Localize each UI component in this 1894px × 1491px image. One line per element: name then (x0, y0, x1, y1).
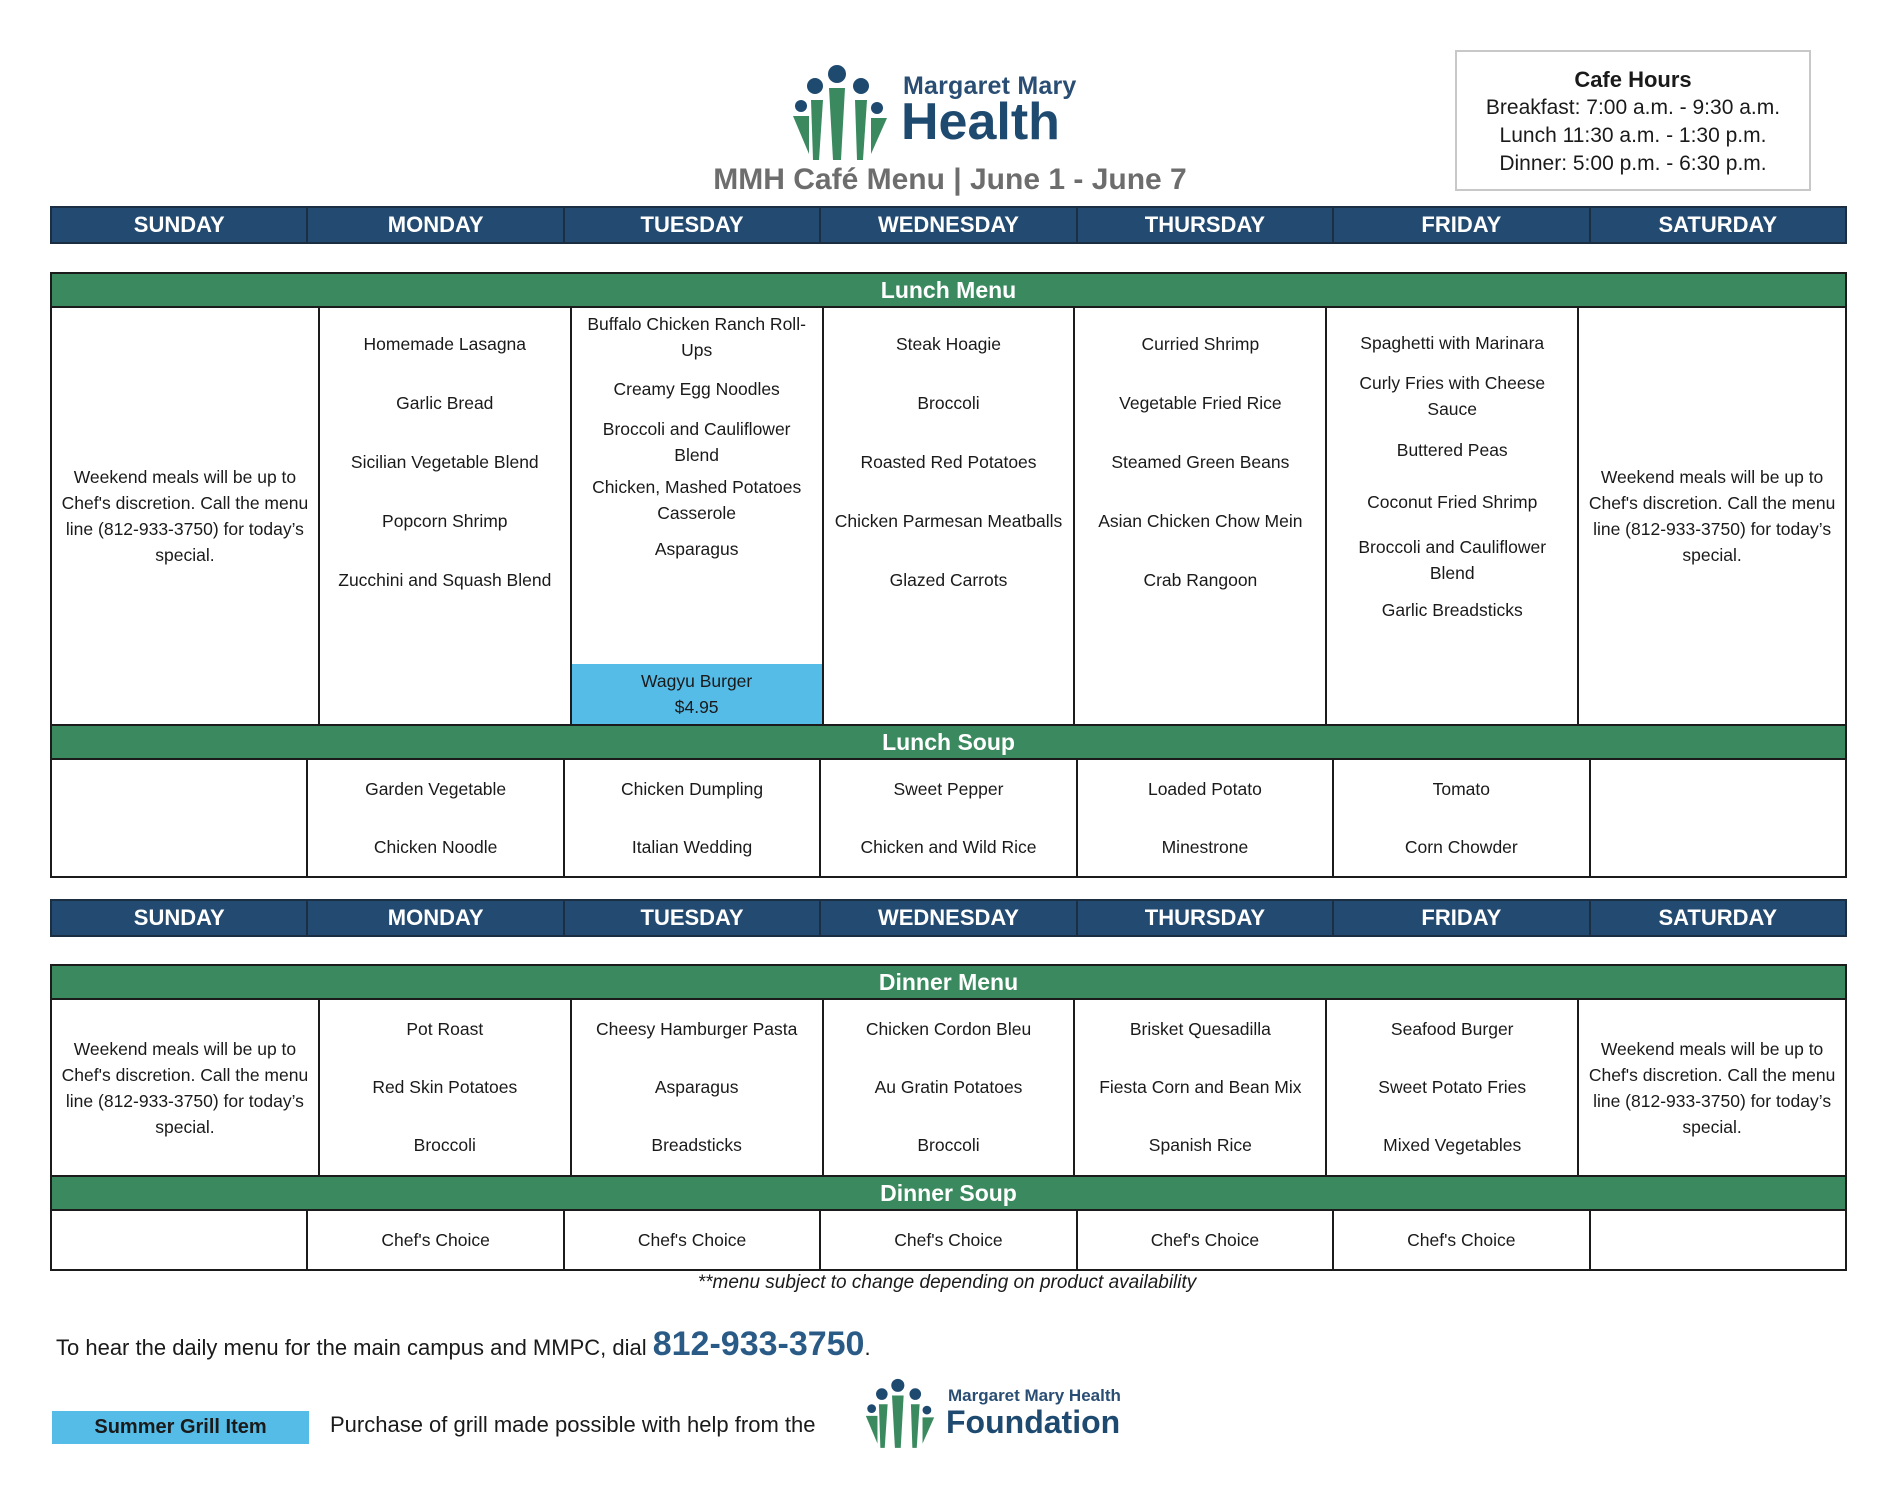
lunch-day-header (50, 206, 1847, 244)
menu-item: Spaghetti with Marinara (1360, 333, 1545, 353)
brand-main-text: Health (901, 93, 1060, 151)
menu-item: Coconut Fried Shrimp (1367, 492, 1538, 512)
phone-number: 812-933-3750 (652, 1325, 865, 1363)
menu-item: Breadsticks (651, 1135, 742, 1155)
dinner-soup-monday-cell (308, 1211, 564, 1269)
dinner-wednesday-cell (824, 1000, 1076, 1175)
lunch-saturday-cell (1579, 308, 1845, 724)
day-tuesday: TUESDAY (565, 901, 821, 935)
dinner-sunday-cell (52, 1000, 320, 1175)
lunch-wednesday-cell (824, 308, 1076, 724)
dial-end: . (864, 1335, 871, 1360)
dinner-soup-friday-cell (1334, 1211, 1590, 1269)
dinner-saturday-cell (1579, 1000, 1845, 1175)
grill-item-name: Wagyu Burger (641, 671, 753, 691)
dinner-menu-heading: Dinner Menu (52, 966, 1845, 1000)
menu-item: Steamed Green Beans (1111, 451, 1290, 472)
soup-item: Chicken and Wild Rice (860, 837, 1037, 857)
dinner-soup-wednesday-cell (821, 1211, 1077, 1269)
lunch-soup-monday-cell (308, 760, 564, 876)
day-sunday: SUNDAY (52, 901, 308, 935)
soup-item: Loaded Potato (1147, 779, 1262, 799)
cafe-hours-title: Cafe Hours (1574, 67, 1692, 92)
dinner-soup-heading: Dinner Soup (52, 1175, 1845, 1211)
soup-item: Garden Vegetable (365, 779, 507, 799)
lunch-soup-friday-cell (1334, 760, 1590, 876)
menu-item: Asparagus (654, 539, 739, 559)
menu-item: Broccoli (917, 1135, 980, 1155)
weekend-note: Weekend meals will be up to Chef's discretion. Call the menu line (812-933-3750) for today’s special. (61, 467, 309, 565)
menu-item: Curried Shrimp (1141, 333, 1260, 354)
menu-item: Vegetable Fried Rice (1119, 392, 1282, 413)
day-thursday: THURSDAY (1078, 901, 1334, 935)
day-thursday: THURSDAY (1078, 208, 1334, 242)
cafe-hours-box (1455, 50, 1811, 191)
disclaimer: **menu subject to change depending on product availability (697, 1272, 1197, 1293)
menu-item: Broccoli (917, 392, 980, 413)
lunch-soup-wednesday-cell (821, 760, 1077, 876)
soup-item: Minestrone (1161, 837, 1249, 857)
menu-item: Cheesy Hamburger Pasta (595, 1019, 798, 1039)
lunch-soup-saturday-cell (1591, 760, 1845, 876)
menu-item: Red Skin Potatoes (372, 1077, 518, 1097)
menu-item: Sweet Potato Fries (1378, 1077, 1527, 1097)
lunch-soup-heading: Lunch Soup (52, 724, 1845, 760)
menu-item: Curly Fries with Cheese Sauce (1359, 373, 1546, 419)
people-logo-icon (785, 64, 895, 160)
weekend-note: Weekend meals will be up to Chef's discretion. Call the menu line (812-933-3750) for today’s special. (61, 1038, 309, 1137)
menu-item: Roasted Red Potatoes (860, 451, 1037, 472)
soup-item: Chef's Choice (894, 1230, 1003, 1250)
dinner-soup-thursday-cell (1078, 1211, 1334, 1269)
lunch-hours: Lunch 11:30 a.m. - 1:30 p.m. (1499, 124, 1767, 147)
day-friday: FRIDAY (1334, 208, 1590, 242)
soup-item: Chef's Choice (1150, 1230, 1260, 1250)
soup-item: Chicken Dumpling (621, 779, 764, 799)
lunch-monday-cell (320, 308, 572, 724)
dinner-day-header (50, 899, 1847, 937)
menu-item: Broccoli and Cauliflower Blend (602, 419, 791, 465)
menu-item: Glazed Carrots (889, 569, 1008, 590)
menu-item: Au Gratin Potatoes (874, 1077, 1023, 1097)
menu-item: Chicken Parmesan Meatballs (834, 510, 1063, 531)
people-logo-icon (860, 1378, 940, 1448)
dial-text: To hear the daily menu for the main campus and MMPC, dial (56, 1335, 653, 1360)
page-title: MMH Café Menu | June 1 - June 7 (713, 163, 1187, 196)
summer-grill-legend: Summer Grill Item (52, 1411, 309, 1444)
lunch-thursday-cell (1075, 308, 1327, 724)
dinner-soup-row (52, 1211, 1845, 1269)
dinner-hours: Dinner: 5:00 p.m. - 6:30 p.m. (1499, 152, 1767, 175)
menu-item: Zucchini and Squash Blend (338, 569, 552, 590)
day-wednesday: WEDNESDAY (821, 901, 1077, 935)
dinner-table (50, 964, 1847, 1271)
day-sunday: SUNDAY (52, 208, 308, 242)
lunch-soup-tuesday-cell (565, 760, 821, 876)
weekend-note: Weekend meals will be up to Chef's discretion. Call the menu line (812-933-3750) for today’s special. (1588, 467, 1836, 565)
dial-info (56, 1325, 871, 1364)
menu-item: Sicilian Vegetable Blend (350, 451, 539, 472)
menu-item: Mixed Vegetables (1383, 1135, 1522, 1155)
grill-item-price: $4.95 (674, 697, 719, 717)
lunch-menu-heading: Lunch Menu (52, 274, 1845, 308)
lunch-table (50, 272, 1847, 878)
menu-item: Garlic Breadsticks (1381, 600, 1523, 620)
soup-item: Italian Wedding (631, 837, 753, 857)
mmh-logo (785, 64, 1085, 164)
menu-item: Chicken, Mashed Potatoes Casserole (592, 477, 802, 523)
menu-item: Chicken Cordon Bleu (865, 1019, 1032, 1039)
lunch-menu-row (52, 308, 1845, 724)
lunch-sunday-cell (52, 308, 320, 724)
dinner-menu-row (52, 1000, 1845, 1175)
menu-item: Creamy Egg Noodles (613, 379, 780, 399)
dinner-soup-saturday-cell (1591, 1211, 1845, 1269)
day-wednesday: WEDNESDAY (821, 208, 1077, 242)
brand-top-text: Margaret Mary (903, 72, 1077, 100)
day-saturday: SATURDAY (1658, 905, 1778, 930)
day-friday: FRIDAY (1334, 901, 1590, 935)
menu-item: Popcorn Shrimp (382, 510, 508, 531)
menu-item: Crab Rangoon (1143, 569, 1258, 590)
weekend-note: Weekend meals will be up to Chef's discretion. Call the menu line (812-933-3750) for today’s special. (1588, 1038, 1836, 1137)
soup-item: Chef's Choice (1407, 1230, 1516, 1250)
soup-item: Tomato (1432, 779, 1491, 799)
foundation-main-text: Foundation (946, 1404, 1121, 1440)
day-monday: MONDAY (308, 901, 564, 935)
menu-item: Buffalo Chicken Ranch Roll-Ups (587, 314, 806, 360)
day-tuesday: TUESDAY (565, 208, 821, 242)
menu-item: Asian Chicken Chow Mein (1098, 510, 1303, 531)
lunch-tuesday-cell (572, 308, 824, 724)
menu-item: Steak Hoagie (895, 333, 1002, 354)
soup-item: Corn Chowder (1404, 837, 1518, 857)
menu-item: Buttered Peas (1396, 440, 1508, 460)
menu-item: Homemade Lasagna (363, 333, 527, 354)
menu-item: Asparagus (654, 1077, 739, 1097)
summer-grill-item (572, 664, 822, 724)
menu-item: Brisket Quesadilla (1129, 1019, 1271, 1039)
lunch-friday-cell (1327, 308, 1579, 724)
menu-item: Pot Roast (406, 1019, 484, 1039)
breakfast-hours: Breakfast: 7:00 a.m. - 9:30 a.m. (1485, 96, 1781, 119)
dinner-soup-tuesday-cell (565, 1211, 821, 1269)
foundation-logo (860, 1378, 1140, 1448)
menu-item: Spanish Rice (1148, 1135, 1252, 1155)
menu-item: Fiesta Corn and Bean Mix (1099, 1077, 1302, 1097)
dinner-thursday-cell (1075, 1000, 1327, 1175)
grill-note: Purchase of grill made possible with help from the (330, 1412, 816, 1437)
dinner-friday-cell (1327, 1000, 1579, 1175)
dinner-soup-sunday-cell (52, 1211, 308, 1269)
lunch-soup-row (52, 760, 1845, 876)
dinner-tuesday-cell (572, 1000, 824, 1175)
dinner-monday-cell (320, 1000, 572, 1175)
soup-item: Chef's Choice (637, 1230, 747, 1250)
menu-item: Garlic Bread (396, 392, 494, 413)
menu-item: Broccoli (413, 1135, 476, 1155)
day-saturday: SATURDAY (1658, 212, 1778, 237)
day-monday: MONDAY (308, 208, 564, 242)
menu-item: Seafood Burger (1390, 1019, 1514, 1039)
lunch-soup-thursday-cell (1078, 760, 1334, 876)
soup-item: Chicken Noodle (373, 837, 498, 857)
foundation-top-text: Margaret Mary Health (948, 1386, 1121, 1405)
lunch-soup-sunday-cell (52, 760, 308, 876)
soup-item: Chef's Choice (381, 1230, 490, 1250)
menu-item: Broccoli and Cauliflower Blend (1358, 537, 1547, 583)
soup-item: Sweet Pepper (893, 779, 1004, 799)
